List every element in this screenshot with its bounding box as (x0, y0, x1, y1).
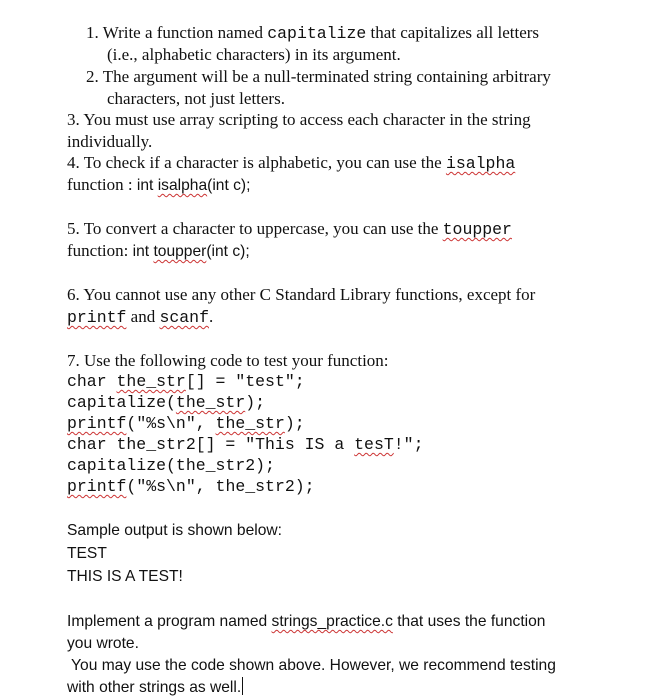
implement-line-2: you wrote. (67, 635, 139, 652)
item-6-line-2 (67, 306, 213, 329)
implement-text: Implement a program named (67, 613, 272, 630)
code-token-printf: printf (67, 414, 127, 433)
item-4-line-2 (67, 174, 250, 197)
item-5-signature-type: int (132, 243, 154, 260)
item-1-line-2: (i.e., alphabetic characters) in its argument. (107, 45, 401, 64)
code-token: !"; (393, 435, 424, 454)
item-5-text: 5. To convert a character to uppercase, you can use the (67, 219, 443, 238)
sample-output-1: TEST (67, 545, 107, 562)
item-1-line-1 (86, 22, 539, 45)
item-1-number: 1. (86, 23, 99, 42)
code-token: ("%s\n", (126, 414, 216, 433)
code-token: [] = "test"; (185, 372, 305, 391)
item-2-line-2: characters, not just letters. (107, 89, 285, 108)
item-6-and: and (126, 307, 160, 326)
item-1-text: Write a function named (102, 23, 268, 42)
text-cursor (242, 677, 243, 695)
item-4-signature-args: (int c); (207, 177, 251, 194)
code-line-3 (67, 413, 305, 435)
item-6-period: . (208, 307, 214, 326)
implement-line-4[interactable] (67, 677, 243, 699)
item-3-line-2: individually. (67, 132, 153, 151)
code-token: char (67, 372, 117, 391)
item-5-line-1 (67, 218, 512, 241)
code-token-var: the_str (116, 372, 186, 391)
code-line-4 (67, 434, 423, 456)
item-4-line-1 (67, 152, 515, 175)
code-line-5 (67, 455, 275, 477)
item-2-line-1 (86, 66, 551, 88)
code-token-printf: printf (67, 477, 127, 496)
code-token-word: tesT (354, 435, 394, 454)
code-token: ); (284, 414, 305, 433)
item-5-code-toupper: toupper (442, 220, 512, 239)
code-token: char the_str2[] = "This IS a (67, 435, 355, 454)
sample-output-2: THIS IS A TEST! (67, 568, 183, 585)
item-2-text: The argument will be a null-terminated string containing arbitrary (102, 67, 551, 86)
code-token: capitalize( (67, 393, 176, 412)
code-token-var: the_str (215, 414, 285, 433)
code-line-6 (67, 476, 315, 498)
item-4-function-label: function : (67, 175, 137, 194)
code-token: capitalize(the_str2); (67, 456, 275, 475)
item-2-number: 2. (86, 67, 99, 86)
item-5-signature-name: toupper (153, 243, 207, 260)
item-4-signature-name: isalpha (157, 177, 208, 194)
item-1-text-end: that capitalizes all letters (366, 23, 540, 42)
implement-line-3: You may use the code shown above. However, we recommend testing (67, 657, 556, 674)
item-5-function-label: function: (67, 241, 133, 260)
code-token: ("%s\n", the_str2); (126, 477, 315, 496)
sample-heading: Sample output is shown below: (67, 522, 282, 539)
item-5-line-2 (67, 240, 250, 263)
item-6-code-scanf: scanf (159, 308, 209, 327)
item-1-code-capitalize: capitalize (267, 24, 367, 43)
implement-text-end: that uses the function (392, 613, 546, 630)
code-line-1 (67, 371, 305, 393)
item-6-line-1: 6. You cannot use any other C Standard Library functions, except for (67, 285, 536, 304)
item-4-signature-type: int (136, 177, 158, 194)
item-4-text: 4. To check if a character is alphabetic, you can use the (67, 153, 446, 172)
code-token: ); (245, 393, 266, 412)
code-line-2 (67, 392, 265, 414)
implement-text-last: with other strings as well. (67, 679, 242, 696)
item-7-line-1: 7. Use the following code to test your function: (67, 351, 389, 370)
code-token-var: the_str (175, 393, 246, 412)
implement-filename: strings_practice.c (271, 613, 393, 630)
item-4-code-isalpha: isalpha (445, 154, 516, 173)
implement-line-1 (67, 611, 545, 633)
item-5-signature-args: (int c); (206, 243, 250, 260)
item-3-line-1: 3. You must use array scripting to access each character in the string (67, 110, 531, 129)
item-6-code-printf: printf (67, 308, 127, 327)
